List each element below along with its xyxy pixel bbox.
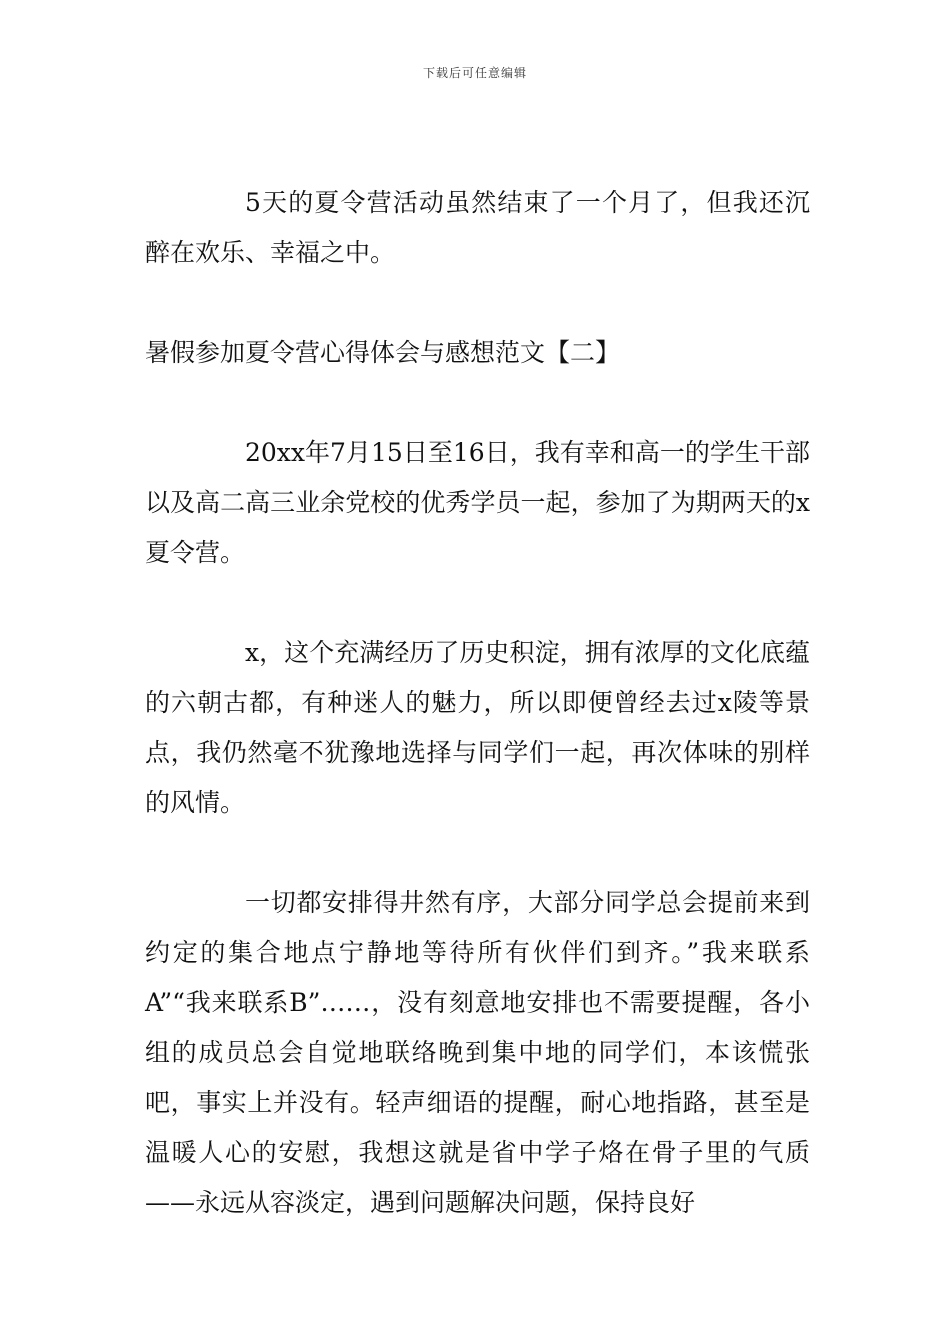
section-heading: 暑假参加夏令营心得体会与感想范文【二】 (145, 338, 621, 367)
paragraph-2: 20xx年7月15日至16日，我有幸和高一的学生干部以及高二高三业余党校的优秀学员一起，参加了为期两天的x夏令营。 (145, 438, 810, 567)
paragraph-3: x，这个充满经历了历史积淀，拥有浓厚的文化底蕴的六朝古都，有种迷人的魅力，所以即便曾经去过x陵等景点，我仍然毫不犹豫地选择与同学们一起，再次体味的别样的风情。 (145, 638, 810, 817)
paragraph-1: 5天的夏令营活动虽然结束了一个月了，但我还沉醉在欢乐、幸福之中。 (145, 188, 810, 267)
document-body (145, 178, 810, 1228)
header-note: 下载后可任意编辑 (422, 66, 527, 80)
paragraph-4: 一切都安排得井然有序，大部分同学总会提前来到约定的集合地点宁静地等待所有伙伴们到齐。”我来联系A”“我来联系B”……，没有刻意地安排也不需要提醒，各小组的成员总会自觉地联络晚到集中地的同学们，本该慌张吧，事实上并没有。轻声细语的提醒，耐心地指路，甚至是温暖人心的安慰，我想这就是省中学子烙在骨子里的气质——永远从容淡定，遇到问题解决问题，保持良好 (145, 888, 810, 1217)
